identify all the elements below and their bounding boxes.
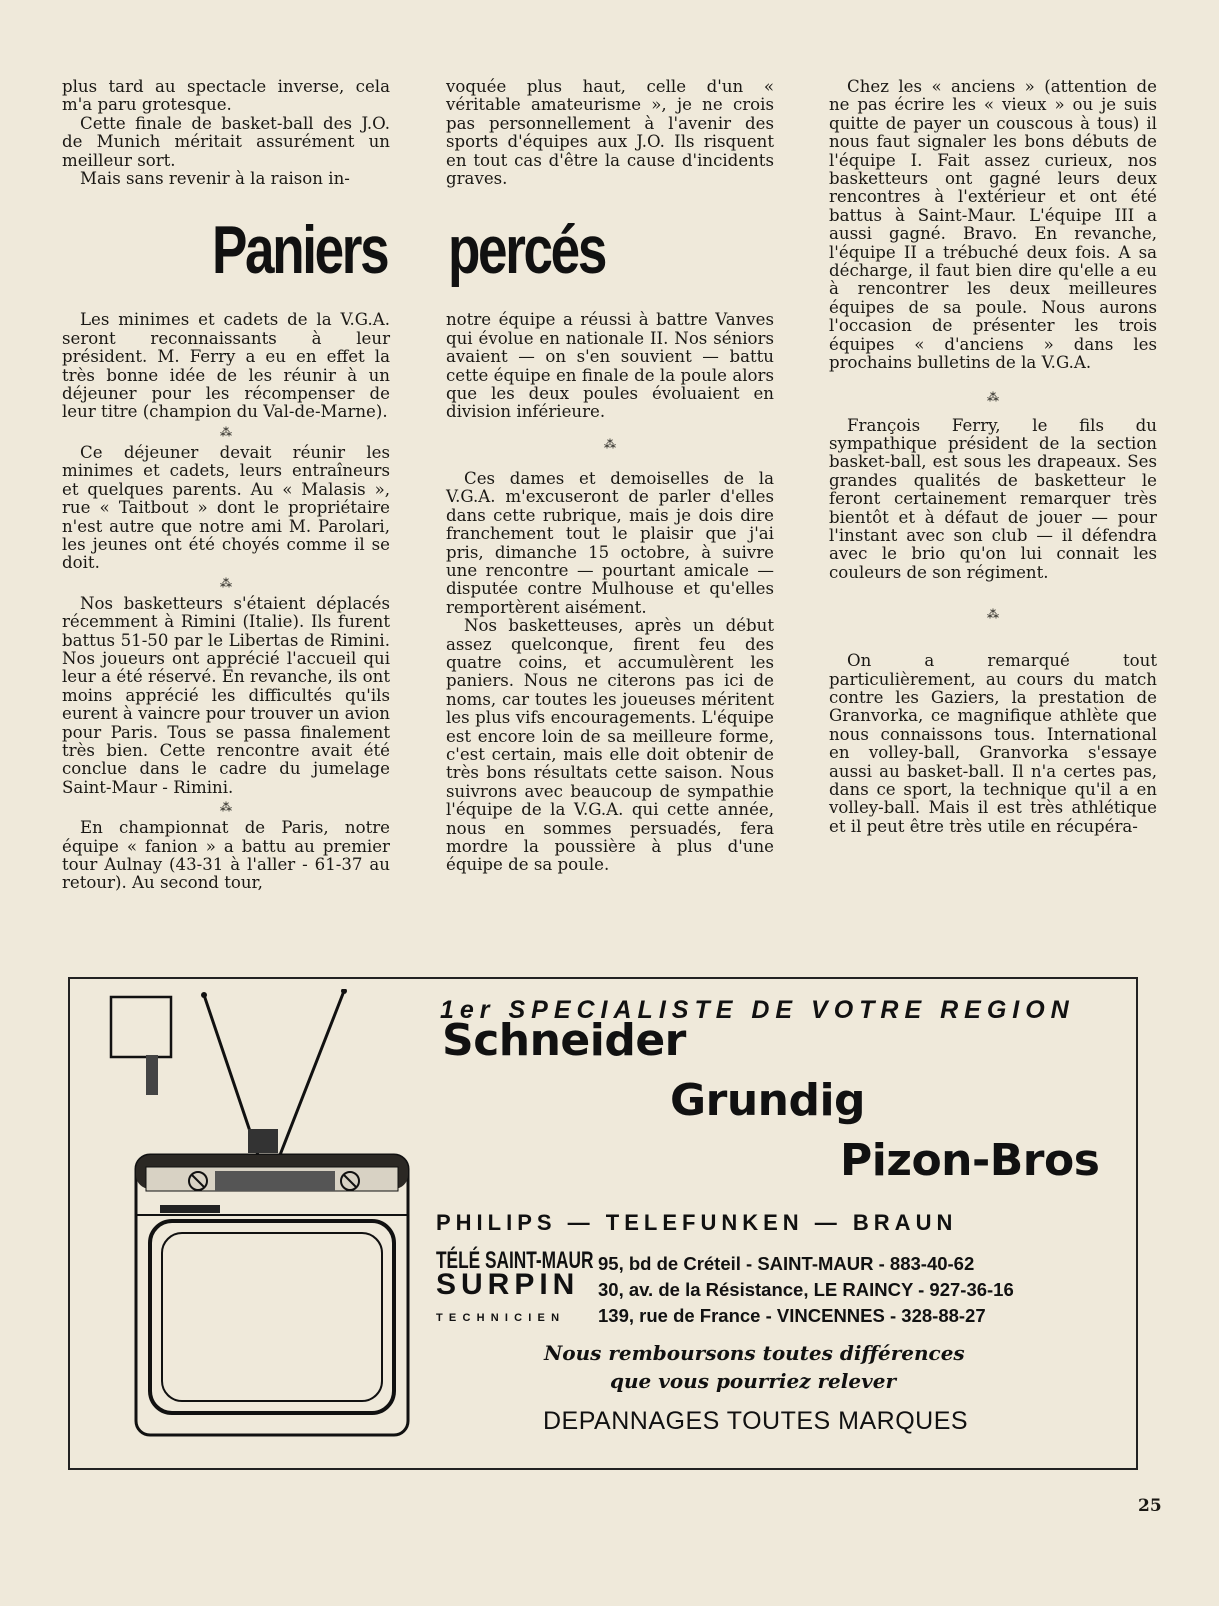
brand-pizon-bros: Pizon-Bros bbox=[840, 1135, 1100, 1186]
brands-line: PHILIPS — TELEFUNKEN — BRAUN bbox=[436, 1210, 958, 1235]
depannage-line: DEPANNAGES TOUTES MARQUES bbox=[543, 1407, 969, 1435]
page-number: 25 bbox=[1138, 1496, 1162, 1516]
paragraph: Nos basketteuses, après un début assez quelconque, firent feu des quatre coins, et accumulèrent les paniers. Nous ne citerons pas ici de noms, car toutes les joueuses méritent les plus vifs encouragements. L'équipe est encore loin de sa meilleure forme, c'est certain, mais elle doit obtenir de très bons résultats cette saison. Nous suivrons avec beaucoup de sympathie l'équipe de la V.G.A. qui cette année, nous en sommes persuadés, fera mordre la poussière à plus d'une équipe de sa poule. bbox=[446, 616, 774, 875]
paragraph: Nos basketteurs s'étaient déplacés récemment à Rimini (Italie). Ils furent battus 51-50 par le Libertas de Rimini. Nos joueurs ont apprécié l'accueil qui leur a été réservé. En revanche, ils ont moins apprécié les difficultés qu'ils eurent à vaincre pour trouver un avion pour Paris. Tous se passa finalement très bien. Cette rencontre avait été conclue dans le cadre du jumelage Saint-Maur - Rimini. bbox=[62, 593, 390, 797]
paragraph: plus tard au spectacle inverse, cela m'a paru grotesque. bbox=[62, 77, 390, 115]
tagline-line-2: que vous pourriez relever bbox=[610, 1369, 896, 1393]
paragraph: Ces dames et demoiselles de la V.G.A. m'excuseront de parler d'elles dans cette rubrique, mais je dois dire franchement tout le plaisir que j'ai pris, dimanche 15 octobre, à suivre une rencontre — pourtant amicale — disputée contre Mulhouse et qu'elles remportèrent aisément. bbox=[446, 468, 774, 617]
separator-stars: ⁂ bbox=[220, 424, 232, 439]
separator-stars: ⁂ bbox=[987, 389, 999, 404]
paragraph: Cette finale de basket-ball des J.O. de Munich méritait assurément un meilleur sort. bbox=[62, 113, 390, 170]
tagline-line-1: Nous remboursons toutes différences bbox=[544, 1341, 965, 1365]
separator-stars: ⁂ bbox=[604, 436, 616, 451]
paragraph: François Ferry, le fils du sympathique président de la section basket-ball, est sous les drapeaux. Ses grandes qualités de basketteur le feront certainement remarquer très bientôt et à défaut de jouer — pour l'instant avec son club — il défendra avec le brio qu'on lui connait les couleurs de son régiment. bbox=[829, 415, 1157, 582]
television-icon bbox=[100, 989, 440, 1449]
advertisement-box bbox=[68, 977, 1138, 1470]
article-column-2 bbox=[446, 78, 774, 875]
headline-perces: percés bbox=[448, 212, 605, 288]
address-saint-maur: 95, bd de Créteil - SAINT-MAUR - 883-40-62 bbox=[598, 1253, 975, 1274]
paragraph: Ce déjeuner devait réunir les minimes et cadets, leurs entraîneurs et quelques parents. Au « Malasis », rue « Taitbout » dont le propriétaire n'est autre que notre ami M. Parolari, les jeunes ont été choyés comme il se doit. bbox=[62, 442, 390, 573]
paragraph: Mais sans revenir à la raison in- bbox=[80, 169, 350, 189]
paragraph: Chez les « anciens » (attention de ne pas écrire les « vieux » ou je suis quitte de payer un couscous à tous) il nous faut signaler les bons débuts de l'équipe I. Fait assez curieux, nos basketteurs ont gagné leurs deux rencontres à l'extérieur et ont été battus à Saint-Maur. L'équipe III a aussi gagné. Bravo. En revanche, l'équipe II a trébuché deux fois. A sa décharge, il faut bien dire qu'elle a eu à rencontrer les deux meilleures équipes de sa poule. Nous aurons l'occasion de présenter les trois équipes « d'anciens » dans les prochains bulletins de la V.G.A. bbox=[829, 77, 1157, 373]
separator-stars: ⁂ bbox=[987, 607, 999, 622]
paragraph: notre équipe a réussi à battre Vanves qui évolue en nationale II. Nos séniors avaient — on s'en souvient — battu cette équipe en finale de la poule alors que les deux poules évoluaient en division inférieure. bbox=[446, 310, 774, 422]
specialist-heading: 1er SPECIALISTE DE VOTRE REGION bbox=[440, 996, 1075, 1024]
headline-paniers: Paniers bbox=[212, 212, 388, 288]
store-technicien: TECHNICIEN bbox=[436, 1312, 566, 1324]
paragraph: Les minimes et cadets de la V.G.A. seront reconnaissants à leur président. M. Ferry a eu en effet la très bonne idée de les réunir à un déjeuner pour les récompenser de leur titre (champion du Val-de-Marne). bbox=[62, 310, 390, 422]
brand-grundig: Grundig bbox=[670, 1075, 866, 1126]
paragraph: On a remarqué tout particulièrement, au cours du match contre les Gaziers, la prestation de Granvorka, ce magnifique athlète que nous connaissons tous. International en volley-ball, Granvorka s'essaye aussi au basket-ball. Il n'a certes pas, dans ce sport, la technique qu'il a en volley-ball. Mais il est très athlétique et il peut être très utile en récupéra- bbox=[829, 651, 1157, 836]
address-vincennes: 139, rue de France - VINCENNES - 328-88-27 bbox=[598, 1305, 986, 1326]
store-tele-saint-maur: TÉLÉ SAINT-MAUR bbox=[436, 1247, 594, 1274]
article-column-1 bbox=[62, 78, 390, 893]
separator-stars: ⁂ bbox=[220, 800, 232, 815]
address-le-raincy: 30, av. de la Résistance, LE RAINCY - 927-36-16 bbox=[598, 1279, 1014, 1300]
paragraph: voquée plus haut, celle d'un « véritable amateurisme », je ne crois pas personnellement à l'avenir des sports d'équipes aux J.O. Ils risquent en tout cas d'être la cause d'incidents graves. bbox=[446, 77, 774, 189]
separator-stars: ⁂ bbox=[220, 575, 232, 590]
store-surpin: SURPIN bbox=[436, 1268, 580, 1301]
article-column-3 bbox=[829, 78, 1157, 836]
brand-schneider: Schneider bbox=[442, 1015, 686, 1066]
paragraph: En championnat de Paris, notre équipe « fanion » a battu au premier tour Aulnay (43-31 à l'aller - 61-37 au retour). Au second tour, bbox=[62, 818, 390, 893]
